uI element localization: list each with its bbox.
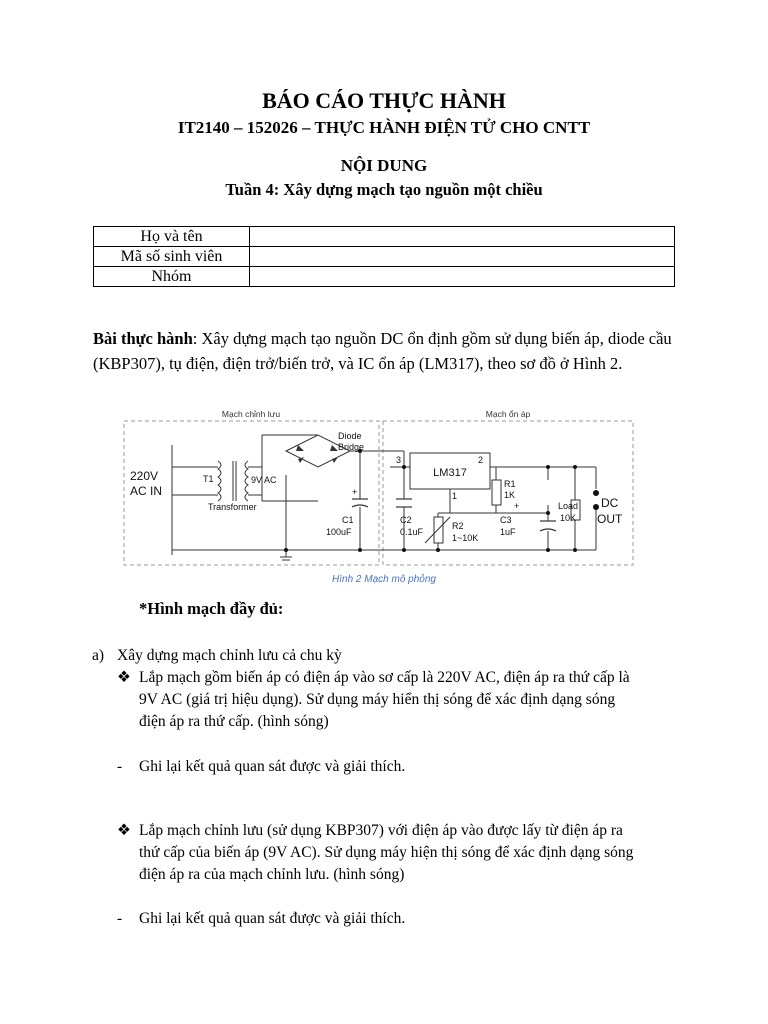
exercise-paragraph (93, 327, 678, 376)
resistor-r1 (492, 480, 501, 505)
circuit-diagram (120, 405, 640, 573)
group-label: Nhóm (94, 267, 250, 287)
diamond-bullet-icon: ❖ (117, 669, 131, 686)
ac-input-label-line2: AC IN (130, 484, 163, 498)
r1-value: 1K (504, 490, 516, 500)
c2-value: 0.1uF (400, 527, 424, 537)
t1-label: T1 (203, 474, 214, 484)
c2-name: C2 (400, 515, 412, 525)
diode-label-line1: Diode (338, 431, 362, 441)
diode-label-line2: Bridge (338, 442, 365, 452)
c3-name: C3 (500, 515, 512, 525)
table-row (94, 227, 675, 247)
student-info-table (93, 226, 675, 287)
load-value: 10K (560, 513, 577, 523)
transformer-label: Transformer (208, 502, 257, 512)
circuit-wires (172, 435, 596, 557)
full-circuit-heading: *Hình mạch đầy đủ: (139, 599, 284, 618)
bullet2-line2: thứ cấp của biến áp (9V AC). Sử dụng máy hiện thị sóng để xác định dạng sóng (139, 844, 634, 861)
part-a-heading: Xây dựng mạch chỉnh lưu cả chu kỳ (117, 647, 342, 664)
dc-output-label-line2: OUT (597, 512, 623, 526)
c1-name: C1 (342, 515, 354, 525)
r2-name: R2 (452, 521, 464, 531)
table-row (94, 247, 675, 267)
dc-output-label-line1: DC (601, 496, 619, 510)
r2-value: 1~10K (452, 533, 479, 543)
c1-value: 100uF (326, 527, 352, 537)
dash-item-2: Ghi lại kết quả quan sát được và giải thích. (139, 910, 406, 927)
name-label: Họ và tên (94, 227, 250, 247)
bullet1-line3: điện áp ra thứ cấp. (hình sóng) (139, 713, 329, 730)
part-a-marker: a) (92, 647, 105, 664)
regulator-section-label: Mạch ổn áp (485, 409, 531, 419)
student-id-value[interactable] (250, 247, 675, 267)
c1-plus: + (352, 487, 358, 497)
course-title: IT2140 – 152026 – THỰC HÀNH ĐIỆN TỬ CHO CNTT (177, 118, 591, 137)
dash-bullet-icon: - (117, 758, 123, 775)
potentiometer-r2 (434, 517, 443, 543)
dash-bullet-icon: - (117, 910, 123, 927)
ac-input-label-line1: 220V (130, 469, 159, 483)
transformer-primary-coil (218, 461, 221, 501)
dash-item-1: Ghi lại kết quả quan sát được và giải thích. (139, 758, 406, 775)
transformer-secondary-coil (245, 461, 248, 501)
ground-icon (280, 557, 292, 560)
group-value[interactable] (250, 267, 675, 287)
report-title: BÁO CÁO THỰC HÀNH (262, 88, 506, 113)
r1-name: R1 (504, 479, 516, 489)
pin3-label: 3 (396, 455, 402, 465)
capacitor-c1 (352, 499, 368, 507)
name-value[interactable] (250, 227, 675, 247)
figure-caption: Hình 2 Mạch mô phỏng (332, 574, 436, 585)
lm317-label: LM317 (433, 467, 467, 479)
output-terminal-positive (593, 490, 599, 496)
rectifier-section-label: Mạch chỉnh lưu (221, 409, 281, 419)
student-id-label: Mã số sinh viên (94, 247, 250, 267)
secondary-voltage-label: 9V AC (251, 475, 277, 485)
pin1-label: 1 (452, 491, 458, 501)
exercise-label: Bài thực hành (93, 329, 193, 348)
c3-value: 1uF (500, 527, 516, 537)
bullet2-line3: điện áp ra của mạch chỉnh lưu. (hình sóng) (139, 866, 405, 883)
pin2-label: 2 (478, 455, 484, 465)
table-row (94, 267, 675, 287)
content-heading: NỘI DUNG (340, 156, 428, 175)
load-name: Load (558, 501, 579, 511)
diamond-bullet-icon: ❖ (117, 822, 131, 839)
bullet1-line1: Lắp mạch gồm biến áp có điện áp vào sơ cấp là 220V AC, điện áp ra thứ cấp là (139, 669, 630, 686)
output-terminal-negative (593, 504, 599, 510)
exercise-text: : Xây dựng mạch tạo nguồn DC ổn định gồm sử dụng biến áp, diode cầu (KBP307), tụ điện, điện trở/biến trở, và IC ổn áp (LM317), theo sơ đồ ở Hình 2. (93, 329, 672, 373)
c3-plus: + (514, 501, 520, 511)
capacitor-c2 (396, 499, 412, 507)
bullet1-line2: 9V AC (giá trị hiệu dụng). Sử dụng máy hiển thị sóng để xác định dạng sóng (139, 691, 616, 708)
bullet2-line1: Lắp mạch chỉnh lưu (sử dụng KBP307) với điện áp vào được lấy từ điện áp ra (139, 822, 623, 839)
capacitor-c3 (540, 521, 556, 531)
week-title: Tuần 4: Xây dựng mạch tạo nguồn một chiều (225, 180, 543, 199)
